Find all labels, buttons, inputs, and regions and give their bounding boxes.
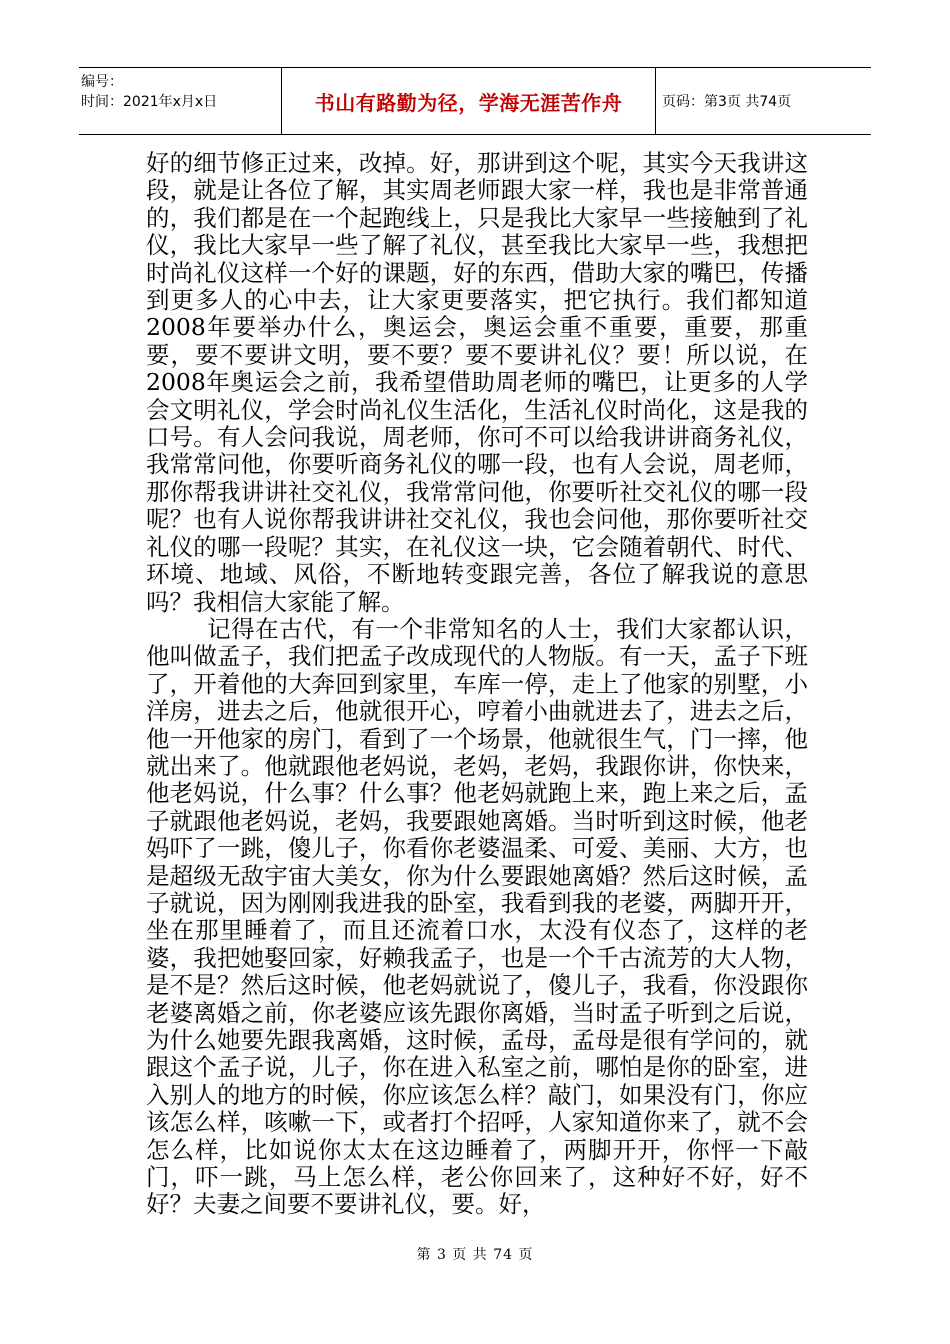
footer-page-number: 第 3 页 共 74 页 [416,1247,534,1263]
document-body [146,150,808,1219]
document-time-label: 时间：2021年x月x日 [81,94,218,110]
body-paragraph: 好的细节修正过来，改掉。好，那讲到这个呢，其实今天我讲这段，就是让各位了解，其实周老师跟大家一样，我也是非常普通的，我们都是在一个起跑线上，只是我比大家早一些接触到了礼仪，我比大家早一些了解了礼仪，甚至我比大家早一些，我想把时尚礼仪这样一个好的课题，好的东西，借助大家的嘴巴，传播到更多人的心中去，让大家更要落实，把它执行。我们都知道2008年要举办什么，奥运会，奥运会重不重要，重要，那重要，要不要讲文明，要不要？要不要讲礼仪？要！所以说，在2008年奥运会之前，我希望借助周老师的嘴巴，让更多的人学会文明礼仪，学会时尚礼仪生活化，生活礼仪时尚化，这是我的口号。有人会问我说，周老师，你可不可以给我讲讲商务礼仪，我常常问他，你要听商务礼仪的哪一段，也有人会说，周老师，那你帮我讲讲社交礼仪，我常常问他，你要听社交礼仪的哪一段呢？也有人说你帮我讲讲社交礼仪，我也会问他，那你要听社交礼仪的哪一段呢？其实，在礼仪这一块，它会随着朝代、时代、环境、地域、风俗，不断地转变跟完善，各位了解我说的意思吗？我相信大家能了解。 [146,149,808,616]
page-header [79,67,871,135]
document-number-label: 编号： [81,74,123,90]
header-meta-cell [79,68,282,134]
header-motto-cell [282,68,656,134]
header-page-info: 页码：第3页 共74页 [662,94,792,110]
page-footer [0,1244,950,1264]
body-paragraph: 记得在古代，有一个非常知名的人士，我们大家都认识，他叫做孟子，我们把孟子改成现代的人物版。有一天，孟子下班了，开着他的大奔回到家里，车库一停，走上了他家的别墅，小洋房，进去之后，他就很开心，哼着小曲就进去了，进去之后，他一开他家的房门，看到了一个场景，他就很生气，门一摔，他就出来了。他就跟他老妈说，老妈，老妈，我跟你讲，你快来，他老妈说，什么事？什么事？他老妈就跑上来，跑上来之后，孟子就跟他老妈说，老妈，我要跟她离婚。当时听到这时候，他老妈吓了一跳，傻儿子，你看你老婆温柔、可爱、美丽、大方，也是超级无敌宇宙大美女，你为什么要跟她离婚？然后这时候，孟子就说，因为刚刚我进我的卧室，我看到我的老婆，两脚开开，坐在那里睡着了，而且还流着口水，太没有仪态了，这样的老婆，我把她娶回家，好赖我孟子，也是一个千古流芳的大人物，是不是？然后这时候，他老妈就说了，傻儿子，我看，你没跟你老婆离婚之前，你老婆应该先跟你离婚，当时孟子听到之后说，为什么她要先跟我离婚，这时候，孟母，孟母是很有学问的，就跟这个孟子说，儿子，你在进入私室之前，哪怕是你的卧室，进入别人的地方的时候，你应该怎么样？敲门，如果没有门，你应该怎么样，咳嗽一下，或者打个招呼，人家知道你来了，就不会怎么样，比如说你太太在这边睡着了，两脚开开，你怦一下敲门，吓一跳，马上怎么样，老公你回来了，这种好不好，好不好？夫妻之间要不要讲礼仪，要。好， [146,614,808,1219]
header-motto: 书山有路勤为径，学海无涯苦作舟 [314,90,623,115]
header-page-cell [656,68,871,134]
